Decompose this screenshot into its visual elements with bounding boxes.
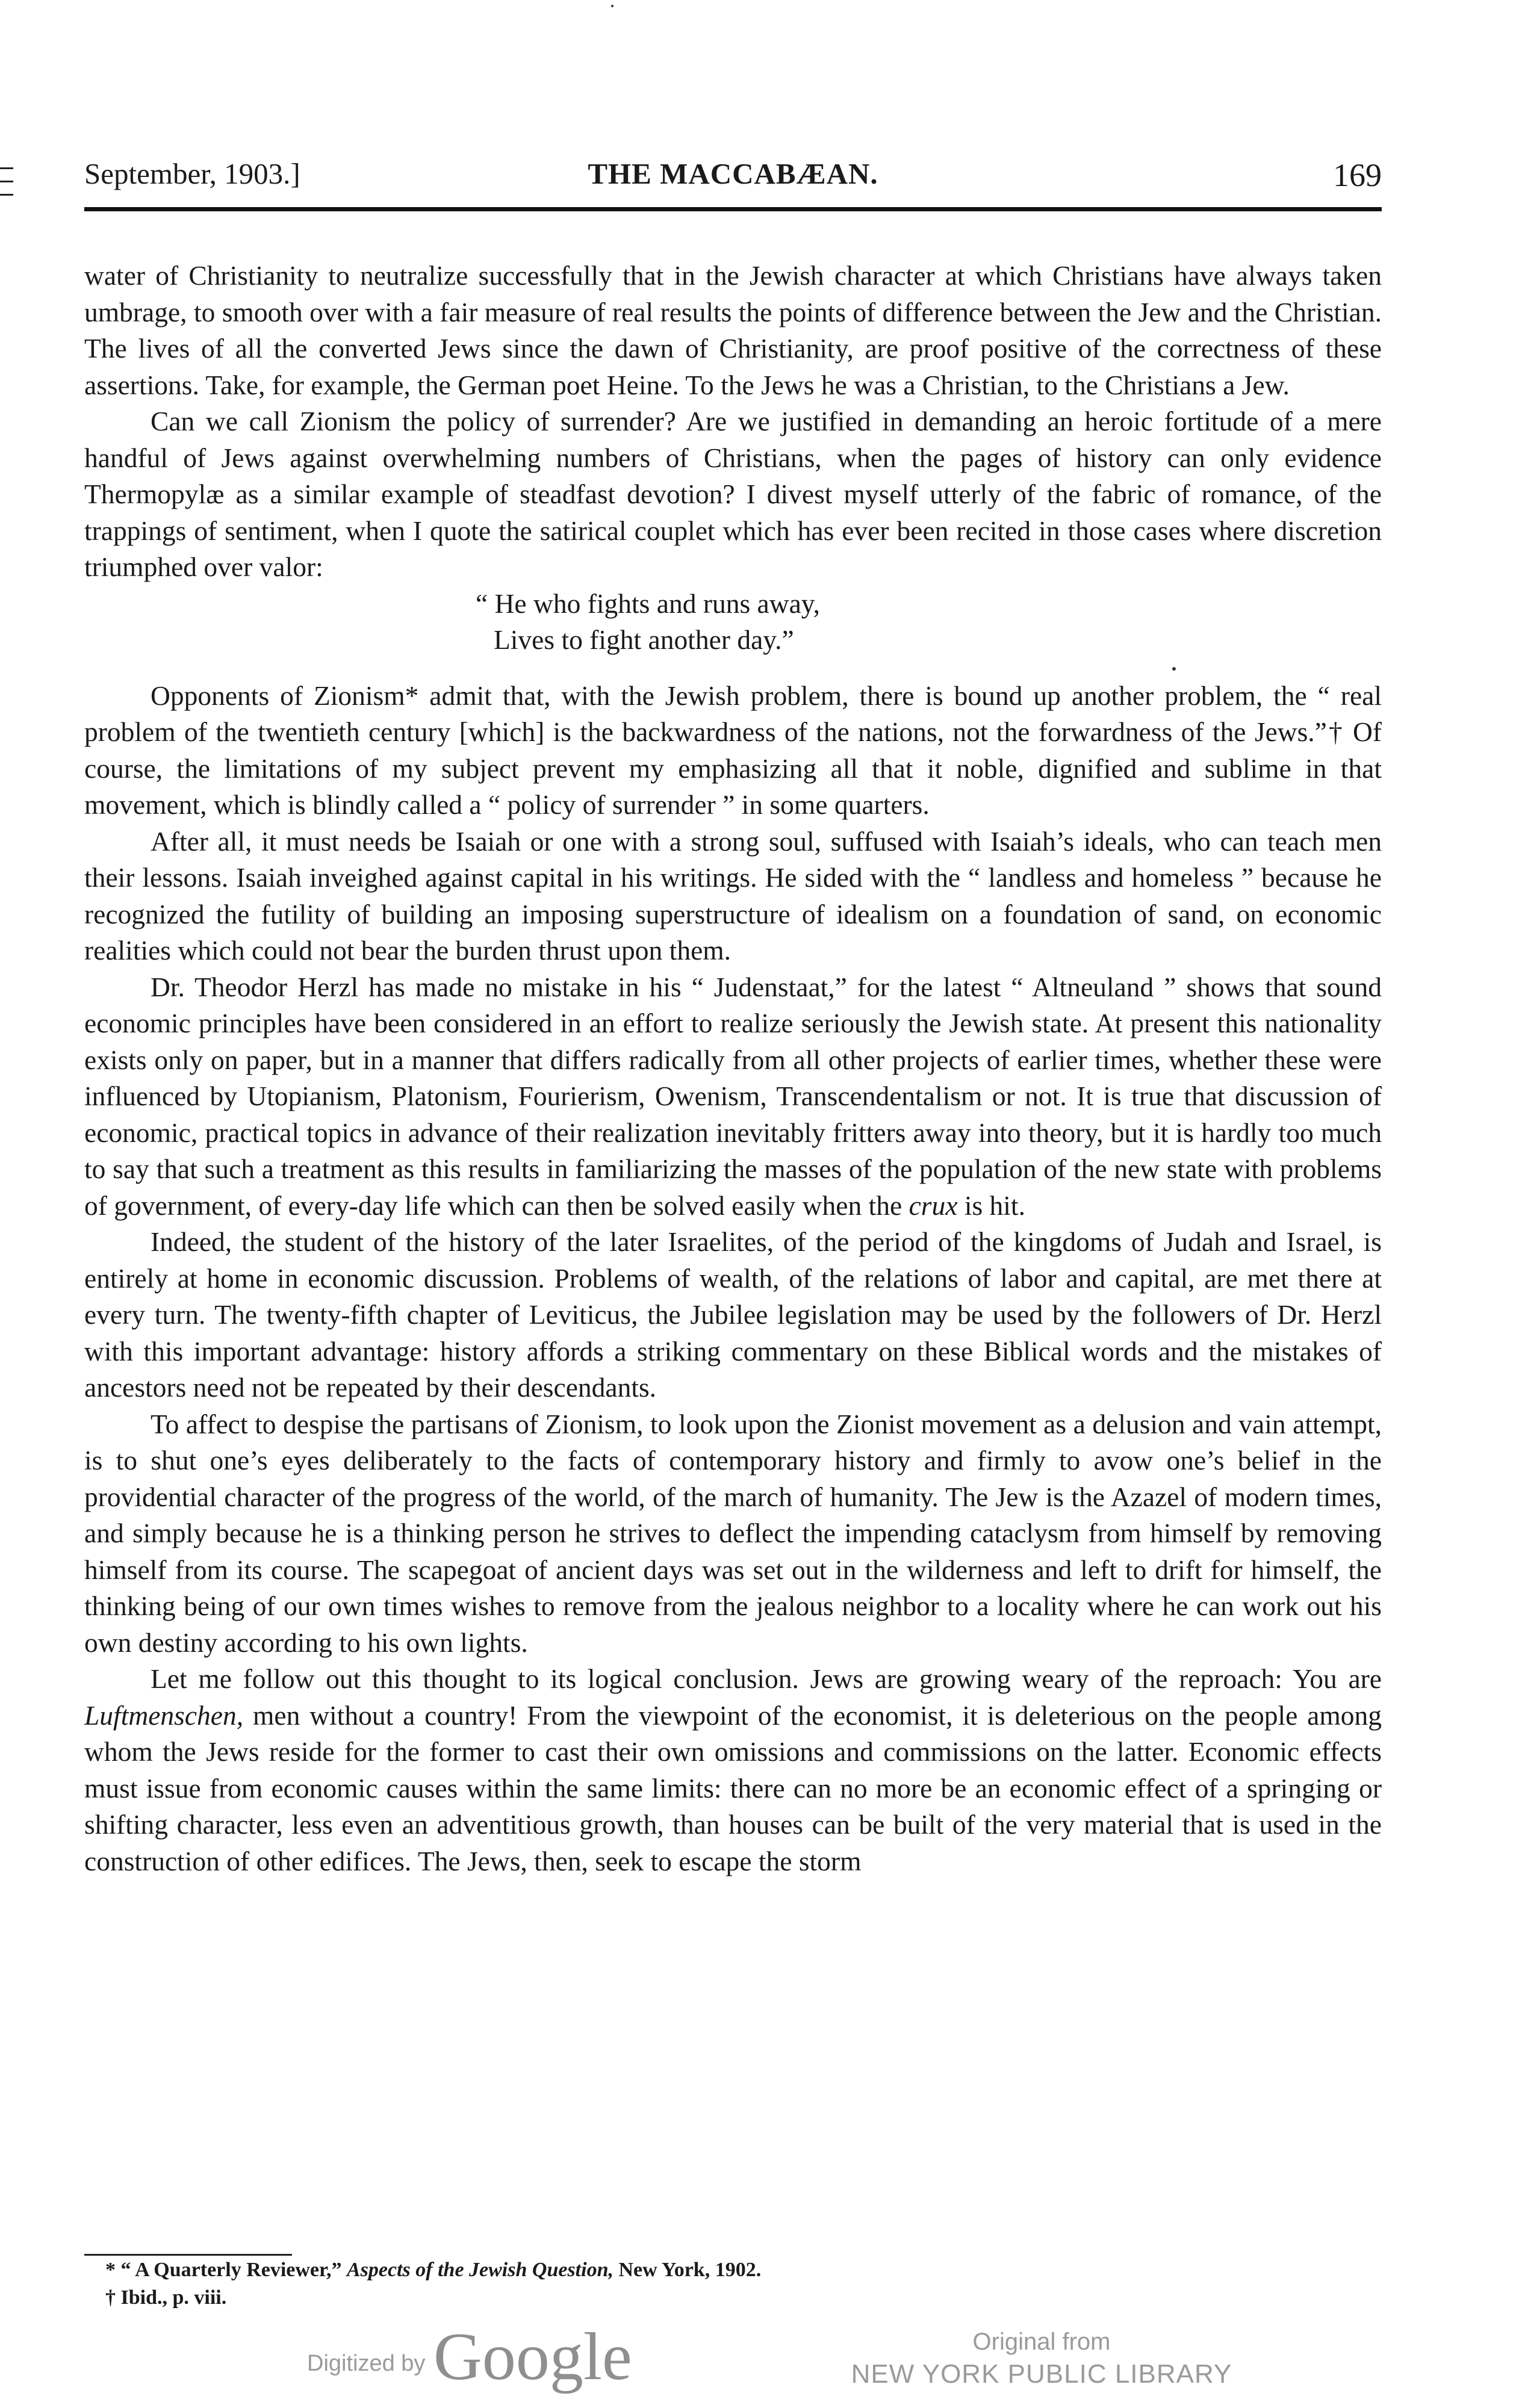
paragraph-text: Let me follow out this thought to its logical conclusion. Jews are growing weary of the reproach: You are <box>151 1663 1382 1694</box>
scan-speck <box>611 5 614 7</box>
paragraph-text: is hit. <box>964 1190 1025 1221</box>
digitized-by-label: Digitized by <box>307 2351 426 2376</box>
margin-mark <box>0 181 13 182</box>
italic-term: Luftmenschen, <box>84 1699 244 1731</box>
footnote: † Ibid., p. viii. <box>105 2286 227 2309</box>
paragraph: After all, it must needs be Isaiah or one with a strong soul, suffused with Isaiah’s ideals, who can teach men their lessons. Isaiah inveighed against capital in his writings. He sided with the “ landless and homeless ” because he recognized the futility of building an imposing superstructure of idealism on a foundation of sand, on economic realities which could not bear the burden thrust upon them. <box>84 825 1382 966</box>
header-rule <box>84 207 1382 211</box>
library-name: NEW YORK PUBLIC LIBRARY <box>851 2359 1232 2389</box>
original-from-label: Original from <box>972 2329 1111 2355</box>
paragraph: water of Christianity to neutralize successfully that in the Jewish character at which Christians have always taken umbrage, to smooth over with a fair measure of real results the points of difference between the Jew and the Christian. The lives of all the converted Jews since the dawn of Christianity, are proof positive of the correctness of these assertions. Take, for example, the German poet Heine. To the Jews he was a Christian, to the Christians a Jew. <box>84 260 1382 400</box>
verse-line: “ He who fights and runs away, <box>476 588 820 619</box>
footnote-rule <box>84 2254 292 2256</box>
paragraph <box>84 969 1382 1224</box>
italic-term: crux <box>909 1190 958 1221</box>
journal-title: THE MACCABÆAN. <box>588 157 878 190</box>
quoted-couplet <box>84 586 1382 659</box>
google-logo: Google <box>433 2320 632 2394</box>
paragraph: Can we call Zionism the policy of surrender? Are we justified in demanding an heroic fortitude of a mere handful of Jews against overwhelming numbers of Christians, when the pages of history can only evidence Thermopylæ as a similar example of steadfast devotion? I divest myself utterly of the fabric of romance, of the trappings of sentiment, when I quote the satirical couplet which has ever been recited in those cases where discretion triumphed over valor: <box>84 406 1382 582</box>
issue-date: September, 1903.] <box>84 157 300 190</box>
original-source-watermark <box>831 2327 1252 2392</box>
margin-mark <box>0 194 13 196</box>
footnote-text: * “ A Quarterly Reviewer,” <box>105 2259 342 2281</box>
paragraph: Opponents of Zionism* admit that, with the Jewish problem, there is bound up another problem, the “ real problem of the twentieth century [which] is the backwardness of the nations, not the forwardness of the Jews.”† Of course, the limitations of my subject prevent my emphasizing all that it noble, dignified and sublime in that movement, which is blindly called a “ policy of surrender ” in some quarters. <box>84 680 1382 820</box>
paragraph: Indeed, the student of the history of the later Israelites, of the period of the kingdoms of Judah and Israel, is entirely at home in economic discussion. Problems of wealth, of the relations of labor and capital, are met there at every turn. The twenty-fifth chapter of Leviticus, the Jubilee legislation may be used by the followers of Dr. Herzl with this important advantage: history affords a striking commentary on these Biblical words and the mistakes of ancestors need not be repeated by their descendants. <box>84 1226 1382 1403</box>
verse-line: Lives to fight another day.” <box>494 624 794 655</box>
article-body <box>84 258 1382 1879</box>
page-number: 169 <box>1333 157 1382 193</box>
digitized-by-watermark <box>307 2320 668 2394</box>
paragraph: To affect to despise the partisans of Zionism, to look upon the Zionist movement as a delusion and vain attempt, is to shut one’s eyes deliberately to the facts of contemporary history and firmly to avow one’s belief in the providential character of the progress of the world, of the march of humanity. The Jew is the Azazel of modern times, and simply because he is a thinking person he strives to deflect the impending cataclysm from himself by removing himself from its course. The scapegoat of ancient days was set out in the wilderness and left to drift for himself, the thinking being of our own times wishes to remove from the jealous neighbor to a locality where he can work out his own destiny according to his own lights. <box>84 1408 1382 1658</box>
paragraph-text: Dr. Theodor Herzl has made no mistake in his “ Judenstaat,” for the latest “ Altneuland ” shows that sound economic principles have been considered in an effort to realize seriously the Jewish state. At present this nationality exists only on paper, but in a manner that differs radically from all other projects of earlier times, whether these were influenced by Utopianism, Platonism, Fourierism, Owenism, Transcendentalism or not. It is true that discussion of economic, practical topics in advance of their realization inevitably fritters away into theory, but it is hardly too much to say that such a treatment as this results in familiarizing the masses of the population of the new state with problems of government, of every-day life which can then be solved easily when the <box>84 971 1382 1221</box>
margin-mark <box>0 167 13 169</box>
footnotes <box>105 2256 1309 2312</box>
scan-speck <box>1172 667 1176 671</box>
footnote-text: New York, 1902. <box>618 2259 762 2281</box>
running-header <box>84 157 1382 199</box>
footnote-title: Aspects of the Jewish Question, <box>347 2259 614 2281</box>
footnote <box>105 2256 1309 2284</box>
paragraph-text: men without a country! From the viewpoint of the economist, it is deleterious on the people among whom the Jews reside for the former to cast their own omissions and commissions on the latter. Economic effects must issue from economic causes within the same limits: there can no more be an economic effect of a springing or shifting character, less even an adventitious growth, than houses can be built of the very material that is used in the construction of other edifices. The Jews, then, seek to escape the storm <box>84 1699 1382 1876</box>
paragraph <box>84 1661 1382 1879</box>
